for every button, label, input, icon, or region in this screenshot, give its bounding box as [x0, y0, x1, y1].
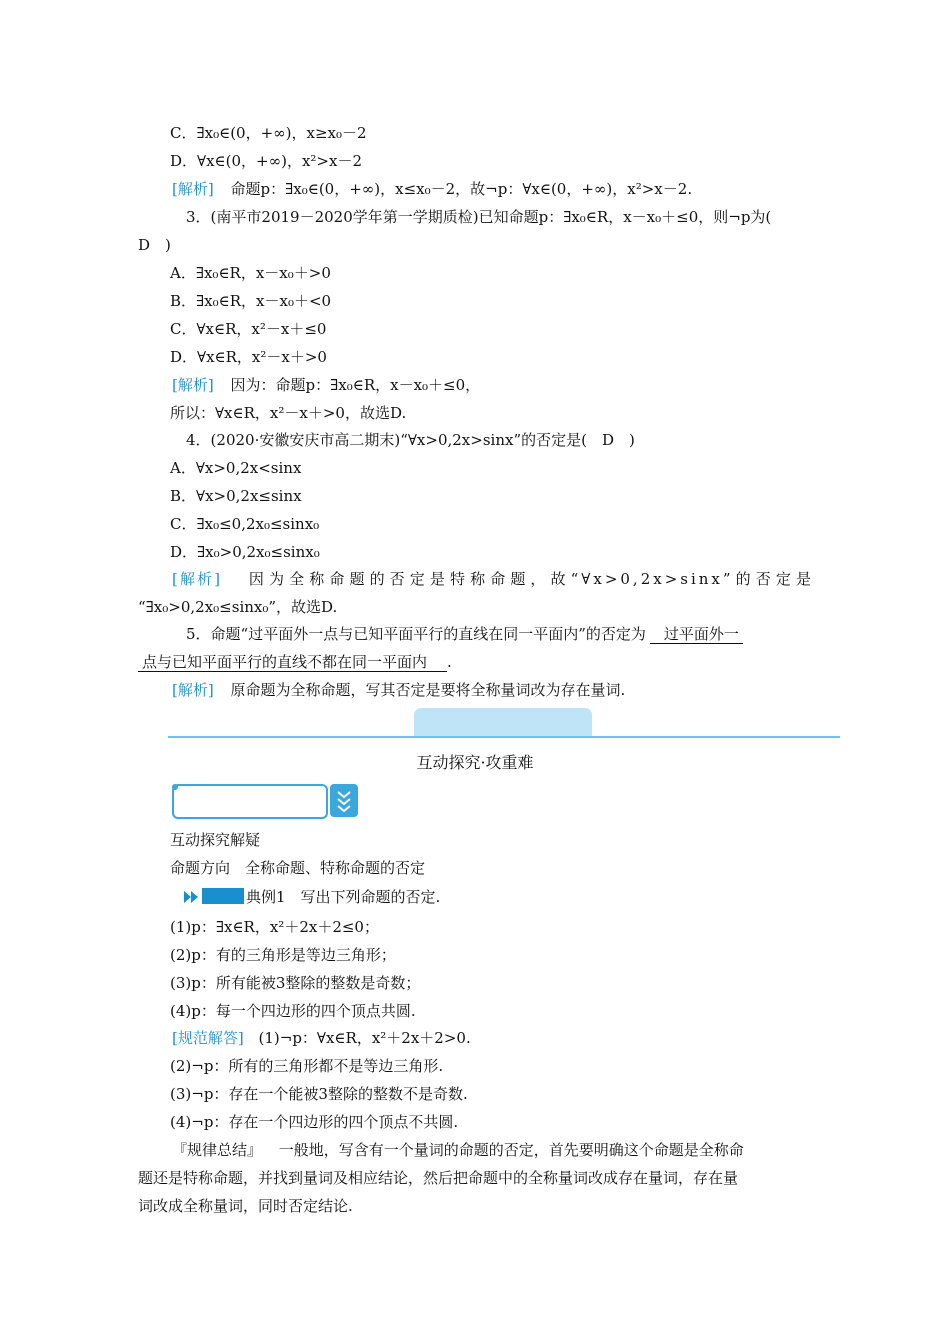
option-a: A．∀x>0,2x<sinx — [170, 459, 302, 477]
option-d: D．∀x∈(0，+∞)，x²>x－2 — [170, 152, 362, 170]
summary-tag: 『规律总结』 — [172, 1141, 263, 1159]
list-item: (2)p：有的三角形是等边三角形； — [170, 946, 396, 964]
analysis-text: 因为：命题p：∃x₀∈R，x－x₀＋≤0， — [230, 376, 481, 394]
section-tab — [414, 708, 592, 737]
analysis-tag: [解析] — [172, 570, 221, 588]
question-3-answer: D ) — [138, 236, 171, 254]
answer-text: (1)¬p：∀x∈R，x²＋2x＋2>0. — [258, 1029, 471, 1047]
answer-tag: [规范解答] — [172, 1029, 244, 1047]
analysis-tag: [解析] — [172, 180, 214, 198]
analysis-tag: [解析] — [172, 376, 214, 394]
standard-answer — [172, 1028, 471, 1048]
option-b: B．∀x>0,2x≤sinx — [170, 487, 302, 505]
option-a: A．∃x₀∈R，x－x₀＋>0 — [170, 264, 331, 282]
chevron-down-icon — [330, 784, 358, 817]
question-5-answer — [138, 652, 452, 672]
analysis — [172, 569, 814, 589]
analysis — [172, 375, 480, 395]
list-item: (3)p：所有能被3整除的整数是奇数； — [170, 974, 421, 992]
question-4-stem: 4．(2020·安徽安庆市高二期末)“∀x>0,2x>sinx”的否定是( D ) — [186, 431, 635, 449]
list-item: (4)p：每一个四边形的四个顶点共圆. — [170, 1002, 416, 1020]
question-3-stem: 3．(南平市2019－2020学年第一学期质检)已知命题p：∃x₀∈R，x－x₀＋≤0，则¬p为( — [186, 208, 772, 226]
list-item: (3)¬p：存在一个能被3整除的整数不是奇数. — [170, 1085, 468, 1103]
summary — [172, 1140, 744, 1160]
option-d: D．∃x₀>0,2x₀≤sinx₀ — [170, 543, 320, 561]
list-item: (4)¬p：存在一个四边形的四个顶点不共圆. — [170, 1113, 459, 1131]
analysis-text-2: “∃x₀>0,2x₀≤sinx₀”，故选D. — [138, 598, 338, 616]
summary-text-2: 题还是特称命题，并找到量词及相应结论，然后把命题中的全称量词改成存在量词，存在量 — [138, 1169, 739, 1187]
option-b: B．∃x₀∈R，x－x₀＋<0 — [170, 292, 332, 310]
example-marker-icon — [184, 889, 200, 903]
summary-text: 一般地，写含有一个量词的命题的否定，首先要明确这个命题是全称命 — [278, 1141, 744, 1159]
section-title: 互动探究·攻重难 — [416, 753, 534, 772]
answer-fill-1: 过平面外一 — [650, 625, 743, 644]
example-title: 典例1 写出下列命题的否定. — [246, 888, 441, 906]
frame-dot-icon — [172, 784, 178, 790]
analysis — [172, 680, 625, 700]
summary-text-3: 词改成全称量词，同时否定结论. — [138, 1197, 353, 1215]
option-c: C．∃x₀≤0,2x₀≤sinx₀ — [170, 515, 320, 533]
analysis-text: 原命题为全称命题，写其否定是要将全称量词改为存在量词. — [230, 681, 626, 699]
analysis-text: 命题p：∃x₀∈(0，+∞)，x≤x₀－2，故¬p：∀x∈(0，+∞)，x²>x－2. — [230, 180, 693, 198]
question-5-stem — [186, 624, 743, 644]
heading-frame — [172, 784, 328, 819]
option-c: C．∀x∈R，x²－x＋≤0 — [170, 320, 327, 338]
analysis-text-2: 所以：∀x∈R，x²－x＋>0，故选D. — [170, 404, 407, 422]
option-c: C．∃x₀∈(0，+∞)，x≥x₀－2 — [170, 124, 367, 142]
question-5-text: 5．命题“过平面外一点与已知平面平行的直线在同一平面内”的否定为 — [186, 625, 646, 643]
list-item: (2)¬p：所有的三角形都不是等边三角形. — [170, 1057, 444, 1075]
answer-fill-2: 点与已知平面平行的直线不都在同一平面内 — [138, 653, 447, 672]
topic-direction: 命题方向 全称命题、特称命题的否定 — [170, 859, 426, 877]
subheading: 互动探究解疑 — [170, 831, 261, 849]
period: . — [447, 653, 452, 671]
analysis — [172, 179, 692, 199]
section-divider — [168, 736, 840, 738]
option-d: D．∀x∈R，x²－x＋>0 — [170, 348, 327, 366]
example-badge — [202, 888, 244, 904]
analysis-tag: [解析] — [172, 681, 214, 699]
analysis-text: 因为全称命题的否定是特称命题，故“∀x>0,2x>sinx”的否定是 — [248, 570, 814, 588]
list-item: (1)p：∃x∈R，x²＋2x＋2≤0； — [170, 918, 379, 936]
